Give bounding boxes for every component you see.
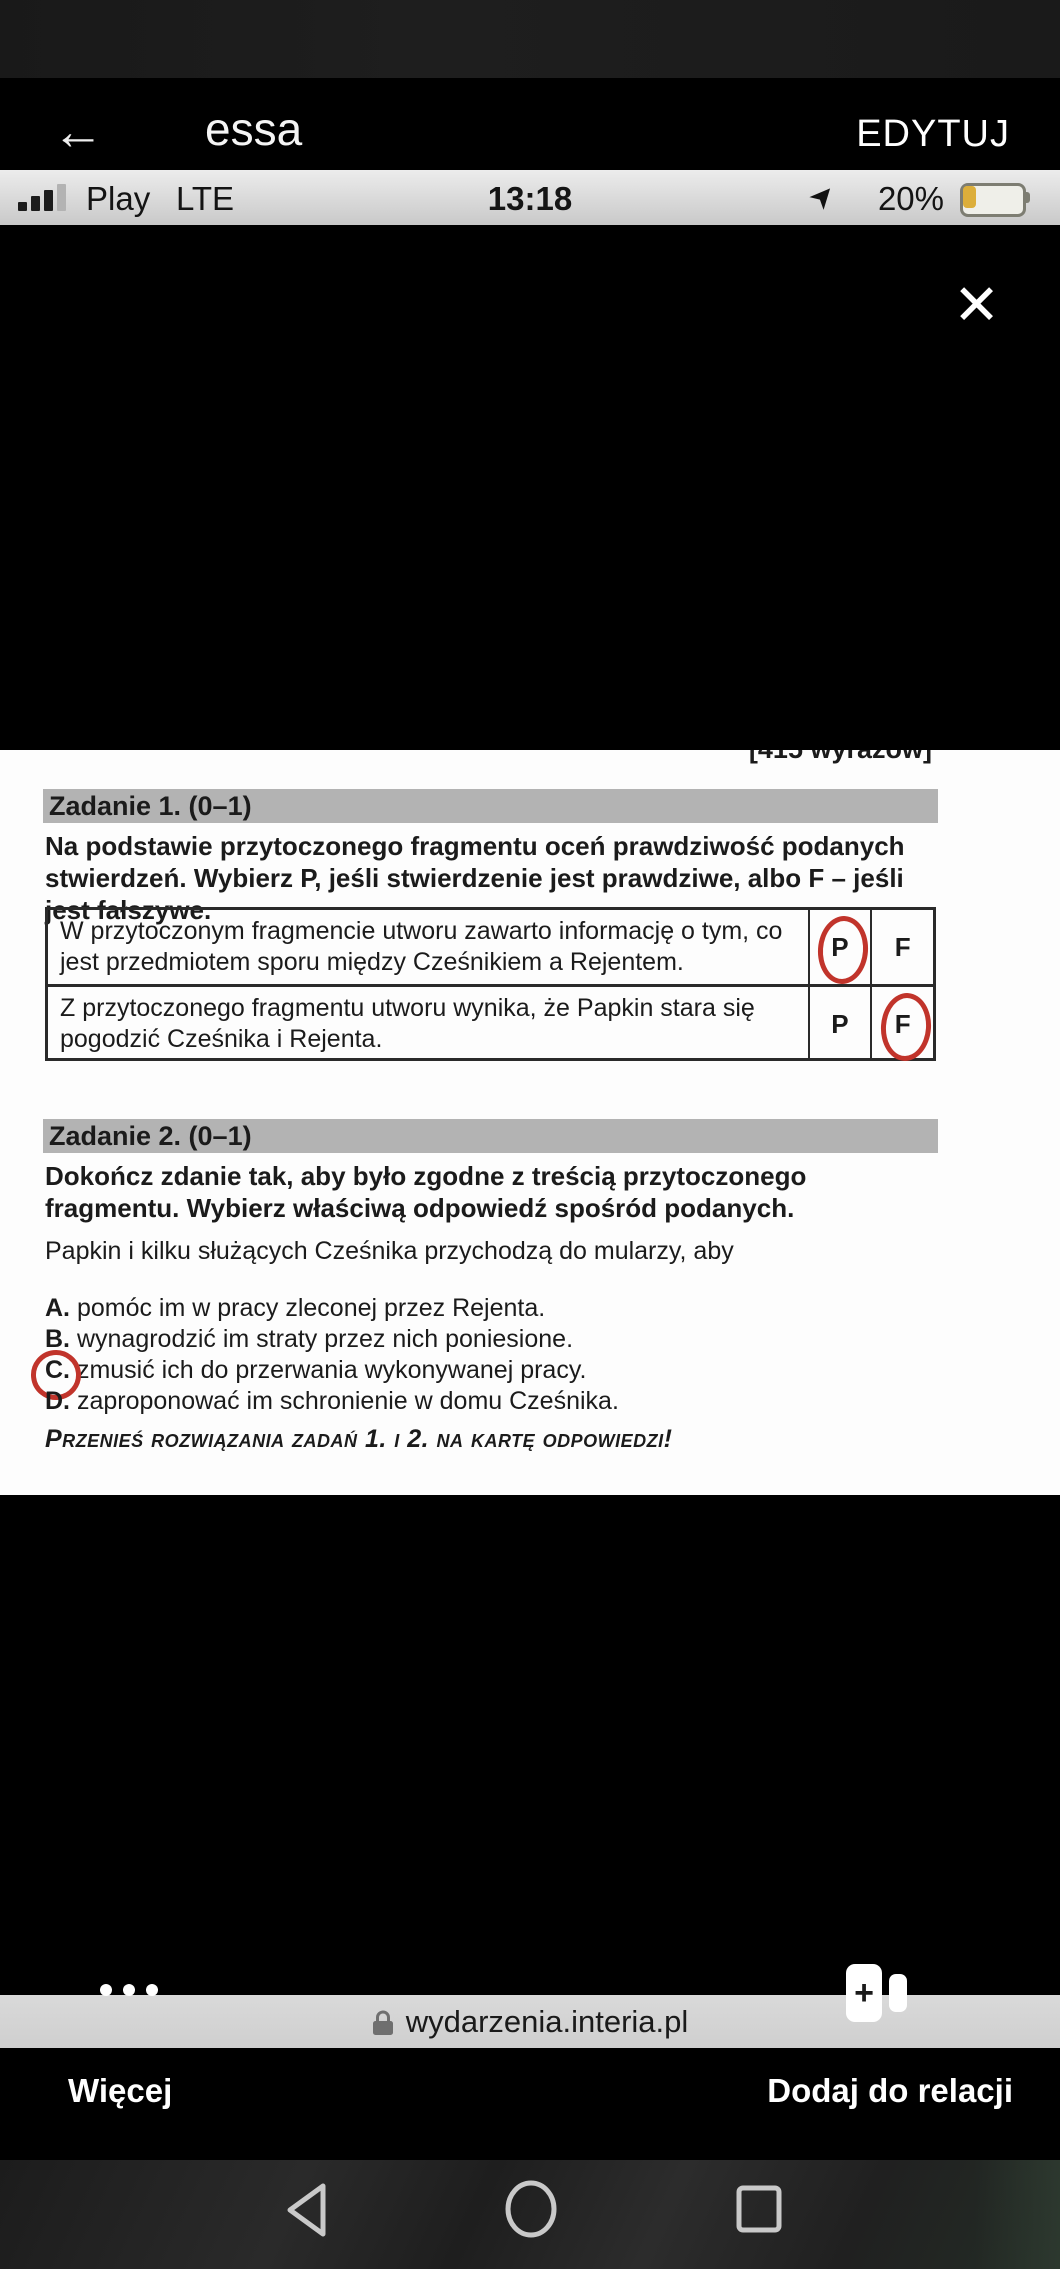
location-arrow-icon: ➤ bbox=[801, 176, 844, 217]
statement-cell: Z przytoczonego fragmentu utworu wynika, że Papkin stara się pogodzić Cześnika i Rejenta. bbox=[60, 994, 755, 1053]
option-b bbox=[45, 1325, 573, 1354]
background-photo-top bbox=[0, 0, 1060, 78]
story-viewer-top bbox=[0, 225, 1060, 750]
option-text: zmusić ich do przerwania wykonywanej pracy. bbox=[76, 1356, 587, 1384]
story-action-bar bbox=[0, 2048, 1060, 2160]
statement-cell: W przytoczonym fragmencie utworu zawarto informację o tym, co jest przedmiotem sporu między Cześnikiem a Rejentem. bbox=[60, 917, 783, 976]
true-false-table bbox=[45, 907, 936, 1061]
close-icon[interactable]: ✕ bbox=[953, 273, 1000, 336]
f-cell-row1 bbox=[870, 910, 933, 984]
more-button[interactable]: Więcej bbox=[68, 2072, 173, 2109]
answer-circle-row1-p bbox=[816, 914, 871, 985]
p-label: P bbox=[831, 1008, 849, 1039]
nav-recents-icon[interactable] bbox=[736, 2185, 782, 2233]
story-viewer-bottom bbox=[0, 1495, 1060, 1995]
answer-circle-row2-f bbox=[878, 991, 933, 1062]
network-type-label: LTE bbox=[176, 180, 235, 217]
f-label: F bbox=[894, 931, 911, 962]
option-letter: A. bbox=[45, 1294, 70, 1322]
url-text: wydarzenia.interia.pl bbox=[405, 2003, 689, 2039]
edit-button[interactable]: EDYTUJ bbox=[856, 113, 1010, 155]
p-cell-row2 bbox=[808, 987, 871, 1061]
lock-icon bbox=[372, 2010, 394, 2036]
nav-home-icon[interactable] bbox=[504, 2180, 558, 2238]
option-text: wynagrodzić im straty przez nich poniesione. bbox=[76, 1325, 574, 1353]
option-letter: C. bbox=[45, 1356, 70, 1384]
task1-header: Zadanie 1. (0–1) bbox=[43, 789, 938, 823]
option-letter: D. bbox=[45, 1387, 70, 1415]
option-d bbox=[45, 1387, 619, 1416]
p-label: P bbox=[831, 931, 849, 962]
transfer-answers-note: Przenieś rozwiązania zadań 1. i 2. na kartę odpowiedzi! bbox=[45, 1425, 673, 1453]
battery-icon bbox=[960, 183, 1030, 213]
task2-stem: Papkin i kilku służących Cześnika przychodzą do mularzy, aby bbox=[45, 1237, 734, 1265]
more-dots-indicator[interactable] bbox=[100, 1983, 169, 2001]
status-bar bbox=[0, 170, 1060, 225]
story-title: essa bbox=[205, 103, 303, 155]
exam-document bbox=[0, 750, 1060, 1495]
f-label: F bbox=[894, 1008, 911, 1039]
clock: 13:18 bbox=[487, 180, 573, 217]
plus-icon: + bbox=[854, 1973, 874, 2012]
p-cell-row1 bbox=[808, 910, 871, 984]
option-text: pomóc im w pracy zleconej przez Rejenta. bbox=[76, 1294, 546, 1322]
story-editor-header bbox=[0, 78, 1060, 170]
add-page-icon[interactable] bbox=[846, 1964, 916, 2026]
f-cell-row2 bbox=[870, 987, 933, 1061]
task2-instruction: Dokończ zdanie tak, aby było zgodne z treścią przytoczonego fragmentu. Wybierz właściwą odpowiedź spośród podanych. bbox=[45, 1161, 807, 1223]
task1-instruction: Na podstawie przytoczonego fragmentu oceń prawdziwość podanych stwierdzeń. Wybierz P, jeśli stwierdzenie jest prawdziwe, albo F – jeśli jest fałszywe. bbox=[45, 831, 905, 925]
carrier-label: Play bbox=[86, 180, 151, 217]
table-row bbox=[48, 984, 933, 1061]
option-c bbox=[45, 1356, 586, 1385]
back-arrow-icon[interactable]: ← bbox=[52, 103, 104, 161]
option-letter: B. bbox=[45, 1325, 70, 1353]
option-a bbox=[45, 1294, 545, 1323]
battery-percent-label: 20% bbox=[877, 180, 944, 217]
task2-header: Zadanie 2. (0–1) bbox=[43, 1119, 938, 1153]
nav-back-icon[interactable] bbox=[283, 2182, 331, 2238]
option-text: zaproponować im schronienie w domu Cześnika. bbox=[76, 1387, 619, 1415]
table-row bbox=[48, 910, 933, 984]
add-to-story-button[interactable]: Dodaj do relacji bbox=[767, 2072, 1013, 2109]
